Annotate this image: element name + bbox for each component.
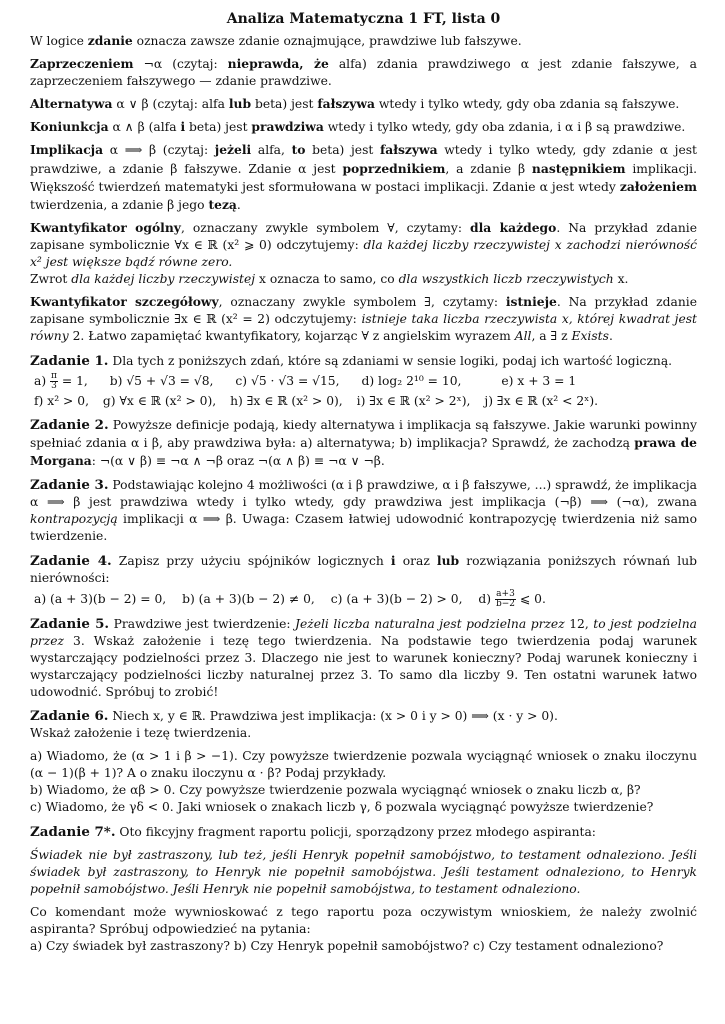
item-j: j) ∃x ∈ ℝ (x² < 2ˣ). [484, 393, 599, 408]
exercise-2 [30, 417, 697, 470]
exercise-6-c: c) Wiadomo, że γδ < 0. Jaki wniosek o znakach liczb γ, δ pozwala wyciągnąć powyższe twierdzenie? [30, 800, 654, 815]
item-d: d) log₂ 2¹⁰ = 10, [361, 373, 462, 388]
exercise-4-text: Zadanie 4. Zapisz przy użyciu spójników logicznych i oraz lub rozwiązania poniższych równań lub nierówności: [30, 553, 697, 586]
fraction: $\frac{\pi}{3}$ [51, 370, 57, 391]
exercise-1-row-1 [34, 372, 697, 391]
exercise-6 [30, 708, 697, 817]
exercise-7 [30, 824, 697, 956]
exercise-7-text: Zadanie 7*. Oto fikcyjny fragment raportu policji, sporządzony przez młodego aspiranta: [30, 823, 596, 840]
exercise-7-question: Co komendant może wywnioskować z tego raportu poza oczywistym wnioskiem, że należy zwolnić aspiranta? Spróbuj odpowiedzieć na pytania: [30, 904, 697, 937]
exercise-7-quote: Świadek nie był zastraszony, lub też, jeśli Henryk popełnił samobójstwo, to testament odnaleziono. Jeśli świadek był zastraszony, to Henryk nie popełnił samobójstwa. Jeśli testament odnaleziono, to Henryk popełnił samobójstwo. Jeśli Henryk nie popełnił samobójstwa, to testament odnaleziono. [30, 847, 697, 896]
exercise-4-items [34, 590, 697, 609]
intro-kwantyfikator-ogolny: Kwantyfikator ogólny, oznaczany zwykle symbolem ∀, czytamy: dla każdego. Na przykład zdanie zapisane symbolicznie ∀x ∈ ℝ (x² ⩾ 0) odczytujemy: dla każdej liczby rzeczywistej x zachodzi nierówność x² jest większe bądź równe zero. [30, 219, 698, 270]
exercise-1-row-2 [34, 393, 697, 410]
item-a: a) (a + 3)(b − 2) = 0, [34, 591, 167, 606]
item-f: f) x² > 0, [34, 393, 89, 408]
exercise-5 [30, 616, 697, 701]
intro-kwantyfikator-szczegolowy: Kwantyfikator szczegółowy, oznaczany zwykle symbolem ∃, czytamy: istnieje. Na przykład zdanie zapisane symbolicznie ∃x ∈ ℝ (x² = 2) odczytujemy: istnieje taka liczba rzeczywista x, której kwadrat jest równy 2. Łatwo zapamiętać kwantyfikatory, kojarząc ∀ z angielskim wyrazem All, a ∃ z Exists. [30, 294, 697, 344]
item-b: b) √5 + √3 = √8, [109, 373, 214, 388]
item-g: g) ∀x ∈ ℝ (x² > 0), [102, 393, 217, 408]
exercise-1 [30, 353, 697, 410]
intro-alternatywa: Alternatywa α ∨ β (czytaj: alfa lub beta) jest fałszywa wtedy i tylko wtedy, gdy oba zdania są fałszywe. [30, 96, 680, 112]
fraction: $\frac{a+3}{b-2}$ [495, 588, 516, 609]
intro-koniunkcja: Koniunkcja α ∧ β (alfa i beta) jest prawdziwa wtedy i tylko wtedy, gdy oba zdania, i α i β są prawdziwe. [30, 119, 686, 135]
item-h: h) ∃x ∈ ℝ (x² > 0), [230, 393, 343, 408]
exercise-6-a: a) Wiadomo, że (α > 1 i β > −1). Czy powyższe twierdzenie pozwala wyciągnąć wniosek o znaku iloczynu (α − 1)(β + 1)? A o znaku iloczynu α · β? Podaj przykłady. [30, 749, 697, 781]
item-c: c) (a + 3)(b − 2) > 0, [330, 591, 463, 606]
page-title: Analiza Matematyczna 1 FT, lista 0 [226, 11, 501, 27]
intro-zwrot: Zwrot dla każdej liczby rzeczywistej x oznacza to samo, co dla wszystkich liczb rzeczywistych x. [30, 272, 629, 287]
exercise-3-text: Zadanie 3. Podstawiając kolejno 4 możliwości (α i β prawdziwe, α i β fałszywe, ...) sprawdź, że implikacja α ⟹ β jest prawdziwa wtedy i tylko wtedy, gdy prawdziwa jest implikacja (¬β) ⟹ (¬α), zwana kontrapozycją implikacji α ⟹ β. Uwaga: Czasem łatwiej udowodnić kontrapozycję twierdzenia niż samo twierdzenie. [30, 476, 697, 544]
exercise-6-b: b) Wiadomo, że αβ > 0. Czy powyższe twierdzenie pozwala wyciągnąć wniosek o znaku liczb α, β? [30, 783, 641, 798]
exercise-1-text: Zadanie 1. Dla tych z poniższych zdań, które są zdaniami w sensie logiki, podaj ich wartość logiczną. [30, 352, 673, 369]
exercise-4 [30, 552, 697, 608]
item-e: e) x + 3 = 1 [501, 373, 577, 388]
exercise-7-subquestions: a) Czy świadek był zastraszony? b) Czy Henryk popełnił samobójstwo? c) Czy testament odnaleziono? [30, 939, 664, 954]
exercise-3 [30, 477, 697, 545]
item-i: i) ∃x ∈ ℝ (x² > 2ˣ), [356, 393, 471, 408]
item-b: b) (a + 3)(b − 2) ≠ 0, [182, 591, 315, 606]
exercise-6-text: Zadanie 6. Niech x, y ∈ ℝ. Prawdziwa jest implikacja: (x > 0 i y > 0) ⟹ (x · y > 0). [30, 708, 558, 724]
intro-zaprzeczenie: Zaprzeczeniem ¬α (czytaj: nieprawda, że alfa) zdania prawdziwego α jest zdanie fałszywe, a zaprzeczeniem fałszywego — zdanie prawdziwe. [30, 56, 697, 89]
exercise-2-text: Zadanie 2. Powyższe definicje podają, kiedy alternatywa i implikacja są fałszywe. Jakie warunki powinny spełniać zdania α i β, aby prawdziwa była: a) alternatywa; b) implikacja? Sprawdź, że zachodzą prawa de Morgana: ¬(α ∨ β) ≡ ¬α ∧ ¬β oraz ¬(α ∧ β) ≡ ¬α ∨ ¬β. [30, 416, 697, 468]
exercise-6-line-2: Wskaż założenie i tezę twierdzenia. [30, 726, 252, 741]
intro-implikacja: Implikacja α ⟹ β (czytaj: jeżeli alfa, to beta) jest fałszywa wtedy i tylko wtedy, gdy zdanie α jest prawdziwe, a zdanie β fałszywe. Zdanie α jest poprzednikiem, a zdanie β następnikiem implikacji. Większość twierdzeń matematyki jest sformułowana w postaci implikacji. Zdanie α jest wtedy założeniem twierdzenia, a zdanie β jego tezą. [30, 142, 697, 212]
item-d: d) $\frac{a+3}{b-2}$ ⩽ 0. [478, 588, 546, 609]
intro-zdanie: W logice zdanie oznacza zawsze zdanie oznajmujące, prawdziwe lub fałszywe. [30, 33, 522, 48]
item-a: a) $\frac{\pi}{3}$ = 1, [34, 370, 88, 391]
item-c: c) √5 · √3 = √15, [235, 373, 340, 388]
exercise-5-text: Zadanie 5. Prawdziwe jest twierdzenie: Jeżeli liczba naturalna jest podzielna przez 12, to jest podzielna przez 3. Wskaż założenie i tezę tego twierdzenia. Na podstawie tego twierdzenia podaj warunek wystarczający podzielności przez 3. Dlaczego nie jest to warunek konieczny? Podaj warunek konieczny i wystarczający podzielności liczby naturalnej przez 3. To samo dla liczby 9. Ten ostatni warunek łatwo udowodnić. Spróbuj to zrobić! [30, 615, 697, 699]
